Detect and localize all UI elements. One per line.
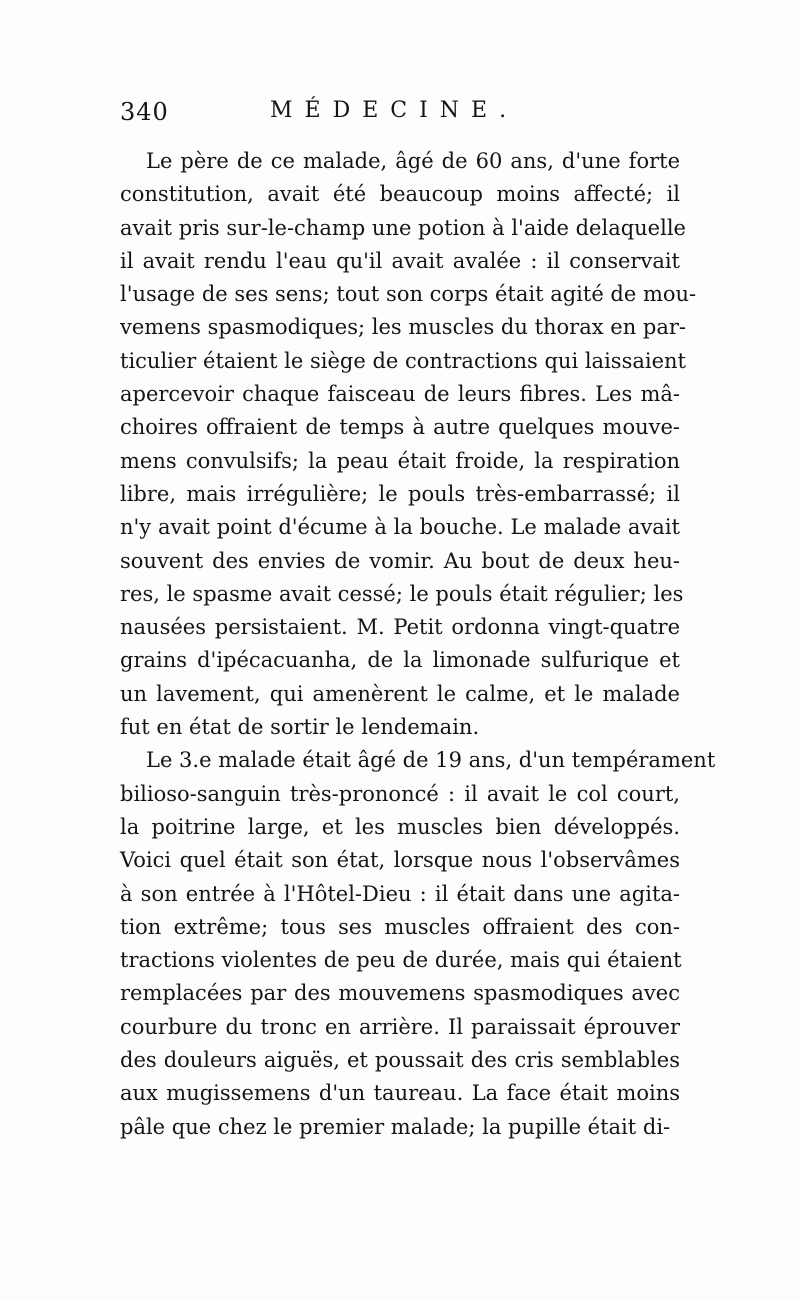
text-line: Le père de ce malade, âgé de 60 ans, d'une forte: [146, 149, 680, 173]
text-line: fut en état de sortir le lendemain.: [120, 715, 480, 740]
text-line: courbure du tronc en arrière. Il paraissait éprouver: [120, 1014, 680, 1039]
text-line: il avait rendu l'eau qu'il avait avalée : il conservait: [120, 248, 680, 273]
page-number: 340: [120, 98, 169, 126]
running-head: MÉDECINE.: [270, 98, 519, 123]
text-line: remplacées par des mouvemens spasmodiques avec: [120, 981, 680, 1006]
text-line: mens convulsifs; la peau était froide, la respiration: [120, 448, 680, 473]
text-line: res, le spasme avait cessé; le pouls était régulier; les: [120, 581, 684, 606]
text-line: aux mugissemens d'un taureau. La face était moins: [120, 1081, 680, 1106]
paragraphs: [120, 145, 716, 1144]
text-line: grains d'ipécacuanha, de la limonade sulfurique et: [120, 648, 680, 673]
text-line: ticulier étaient le siège de contractions qui laissaient: [120, 348, 686, 373]
text-line: à son entrée à l'Hôtel-Dieu : il était dans une agita-: [120, 881, 680, 906]
text-line: apercevoir chaque faisceau de leurs fibres. Les mâ-: [120, 382, 680, 407]
text-line: avait pris sur-le-champ une potion à l'aide delaquelle: [120, 215, 686, 240]
body-text: [120, 145, 716, 1144]
page-header: [120, 98, 680, 138]
text-line: libre, mais irrégulière; le pouls très-embarrassé; il: [120, 481, 680, 506]
text-line: constitution, avait été beaucoup moins affecté; il: [120, 182, 680, 207]
text-line: bilioso-sanguin très-prononcé : il avait le col court,: [120, 781, 680, 806]
text-line: n'y avait point d'écume à la bouche. Le malade avait: [120, 515, 680, 540]
text-line: nausées persistaient. M. Petit ordonna vingt-quatre: [120, 615, 680, 640]
text-line: un lavement, qui amenèrent le calme, et le malade: [120, 681, 680, 706]
paragraph: [120, 145, 697, 744]
text-line: choires offraient de temps à autre quelques mouve-: [120, 415, 680, 440]
text-line: tion extrême; tous ses muscles offraient des con-: [120, 914, 680, 939]
text-line: pâle que chez le premier malade; la pupille était di-: [120, 1114, 671, 1139]
paragraph: [120, 744, 716, 1144]
text-line: l'usage de ses sens; tout son corps était agité de mou-: [120, 282, 697, 307]
text-line: des douleurs aiguës, et poussait des cris semblables: [120, 1048, 680, 1073]
text-line: souvent des envies de vomir. Au bout de deux heu-: [120, 548, 680, 573]
text-line: tractions violentes de peu de durée, mais qui étaient: [120, 948, 682, 973]
text-line: Le 3.e malade était âgé de 19 ans, d'un tempérament: [146, 748, 716, 773]
text-line: vemens spasmodiques; les muscles du thorax en par-: [120, 315, 686, 340]
text-line: Voici quel était son état, lorsque nous l'observâmes: [120, 848, 680, 873]
text-line: la poitrine large, et les muscles bien développés.: [120, 814, 680, 839]
